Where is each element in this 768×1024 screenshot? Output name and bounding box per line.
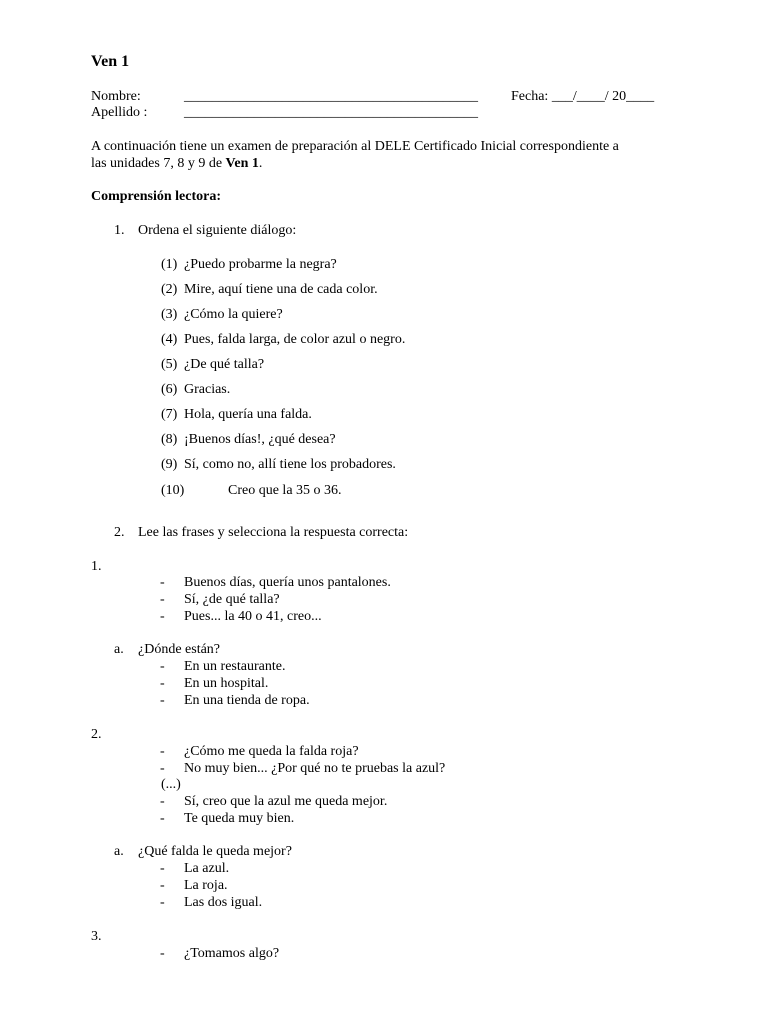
dash: - <box>160 761 165 776</box>
apellido-label: Apellido : <box>91 105 148 120</box>
exercise-2-number: 2. <box>114 525 125 540</box>
nombre-line: __________________________________________ <box>184 89 478 104</box>
dash: - <box>160 592 165 607</box>
dialog-item-num: (8) <box>161 432 178 447</box>
answer-option: La roja. <box>184 878 228 893</box>
dash: - <box>160 794 165 809</box>
intro-line-2-text: las unidades 7, 8 y 9 de <box>91 156 226 171</box>
dialog-item-num: (2) <box>161 282 178 297</box>
question-label: a. <box>114 642 124 657</box>
question-3-number: 3. <box>91 929 102 944</box>
answer-option: En un hospital. <box>184 676 269 691</box>
answer-option: En un restaurante. <box>184 659 286 674</box>
dialog-item-text: ¿Puedo probarme la negra? <box>184 257 337 272</box>
exercise-1-instruction: Ordena el siguiente diálogo: <box>138 223 297 238</box>
dialog-item-num: (5) <box>161 357 178 372</box>
intro-line-2-end: . <box>258 156 263 171</box>
answer-option: Las dos igual. <box>184 895 263 910</box>
answer-option: La azul. <box>184 861 230 876</box>
question-text: ¿Dónde están? <box>138 642 221 657</box>
book-title: Ven 1 <box>225 156 259 171</box>
dialog-item-text: ¿De qué talla? <box>184 357 265 372</box>
dialog-item-text: Gracias. <box>184 382 231 397</box>
dialog-item-num: (6) <box>161 382 178 397</box>
dash: - <box>160 878 165 893</box>
section-title: Comprensión lectora: <box>91 189 221 204</box>
dialog-line: Te queda muy bien. <box>184 811 295 826</box>
exercise-1-number: 1. <box>114 223 125 238</box>
dash: - <box>160 861 165 876</box>
question-text: ¿Qué falda le queda mejor? <box>138 844 292 859</box>
dialog-item-text: Creo que la 35 o 36. <box>228 483 342 498</box>
dialog-line: No muy bien... ¿Por qué no te pruebas la azul? <box>184 761 446 776</box>
dialog-line: Sí, creo que la azul me queda mejor. <box>184 794 388 809</box>
apellido-line: __________________________________________ <box>184 105 478 120</box>
question-label: a. <box>114 844 124 859</box>
dash: - <box>160 676 165 691</box>
dialog-line: Sí, ¿de qué talla? <box>184 592 280 607</box>
document-title: Ven 1 <box>91 53 130 70</box>
dialog-item-num: (1) <box>161 257 178 272</box>
dialog-item-text: Sí, como no, allí tiene los probadores. <box>184 457 396 472</box>
dialog-item-text: Pues, falda larga, de color azul o negro. <box>184 332 406 347</box>
intro-line-1: A continuación tiene un examen de preparación al DELE Certificado Inicial correspondiente a <box>91 139 619 154</box>
dialog-item-text: ¿Cómo la quiere? <box>184 307 283 322</box>
dash: - <box>160 609 165 624</box>
dash: - <box>160 895 165 910</box>
dash: - <box>160 811 165 826</box>
dialog-item-num: (3) <box>161 307 178 322</box>
dialog-item-num: (10) <box>161 483 185 498</box>
dialog-line: ¿Cómo me queda la falda roja? <box>184 744 359 759</box>
ellipsis: (...) <box>161 777 181 792</box>
exercise-2-instruction: Lee las frases y selecciona la respuesta correcta: <box>138 525 409 540</box>
question-1-number: 1. <box>91 559 102 574</box>
dialog-item-num: (7) <box>161 407 178 422</box>
dialog-line: ¿Tomamos algo? <box>184 946 280 961</box>
dialog-item-text: ¡Buenos días!, ¿qué desea? <box>184 432 336 447</box>
dash: - <box>160 693 165 708</box>
dialog-item-text: Mire, aquí tiene una de cada color. <box>184 282 378 297</box>
dash: - <box>160 575 165 590</box>
dialog-item-num: (9) <box>161 457 178 472</box>
dash: - <box>160 659 165 674</box>
question-2-number: 2. <box>91 727 102 742</box>
dialog-line: Buenos días, quería unos pantalones. <box>184 575 391 590</box>
dash: - <box>160 744 165 759</box>
fecha-field: Fecha: ___/____/ 20____ <box>511 89 655 104</box>
dialog-item-num: (4) <box>161 332 178 347</box>
answer-option: En una tienda de ropa. <box>184 693 310 708</box>
dialog-item-text: Hola, quería una falda. <box>184 407 312 422</box>
nombre-label: Nombre: <box>91 89 141 104</box>
dash: - <box>160 946 165 961</box>
dialog-line: Pues... la 40 o 41, creo... <box>184 609 322 624</box>
intro-line-2 <box>91 156 262 172</box>
